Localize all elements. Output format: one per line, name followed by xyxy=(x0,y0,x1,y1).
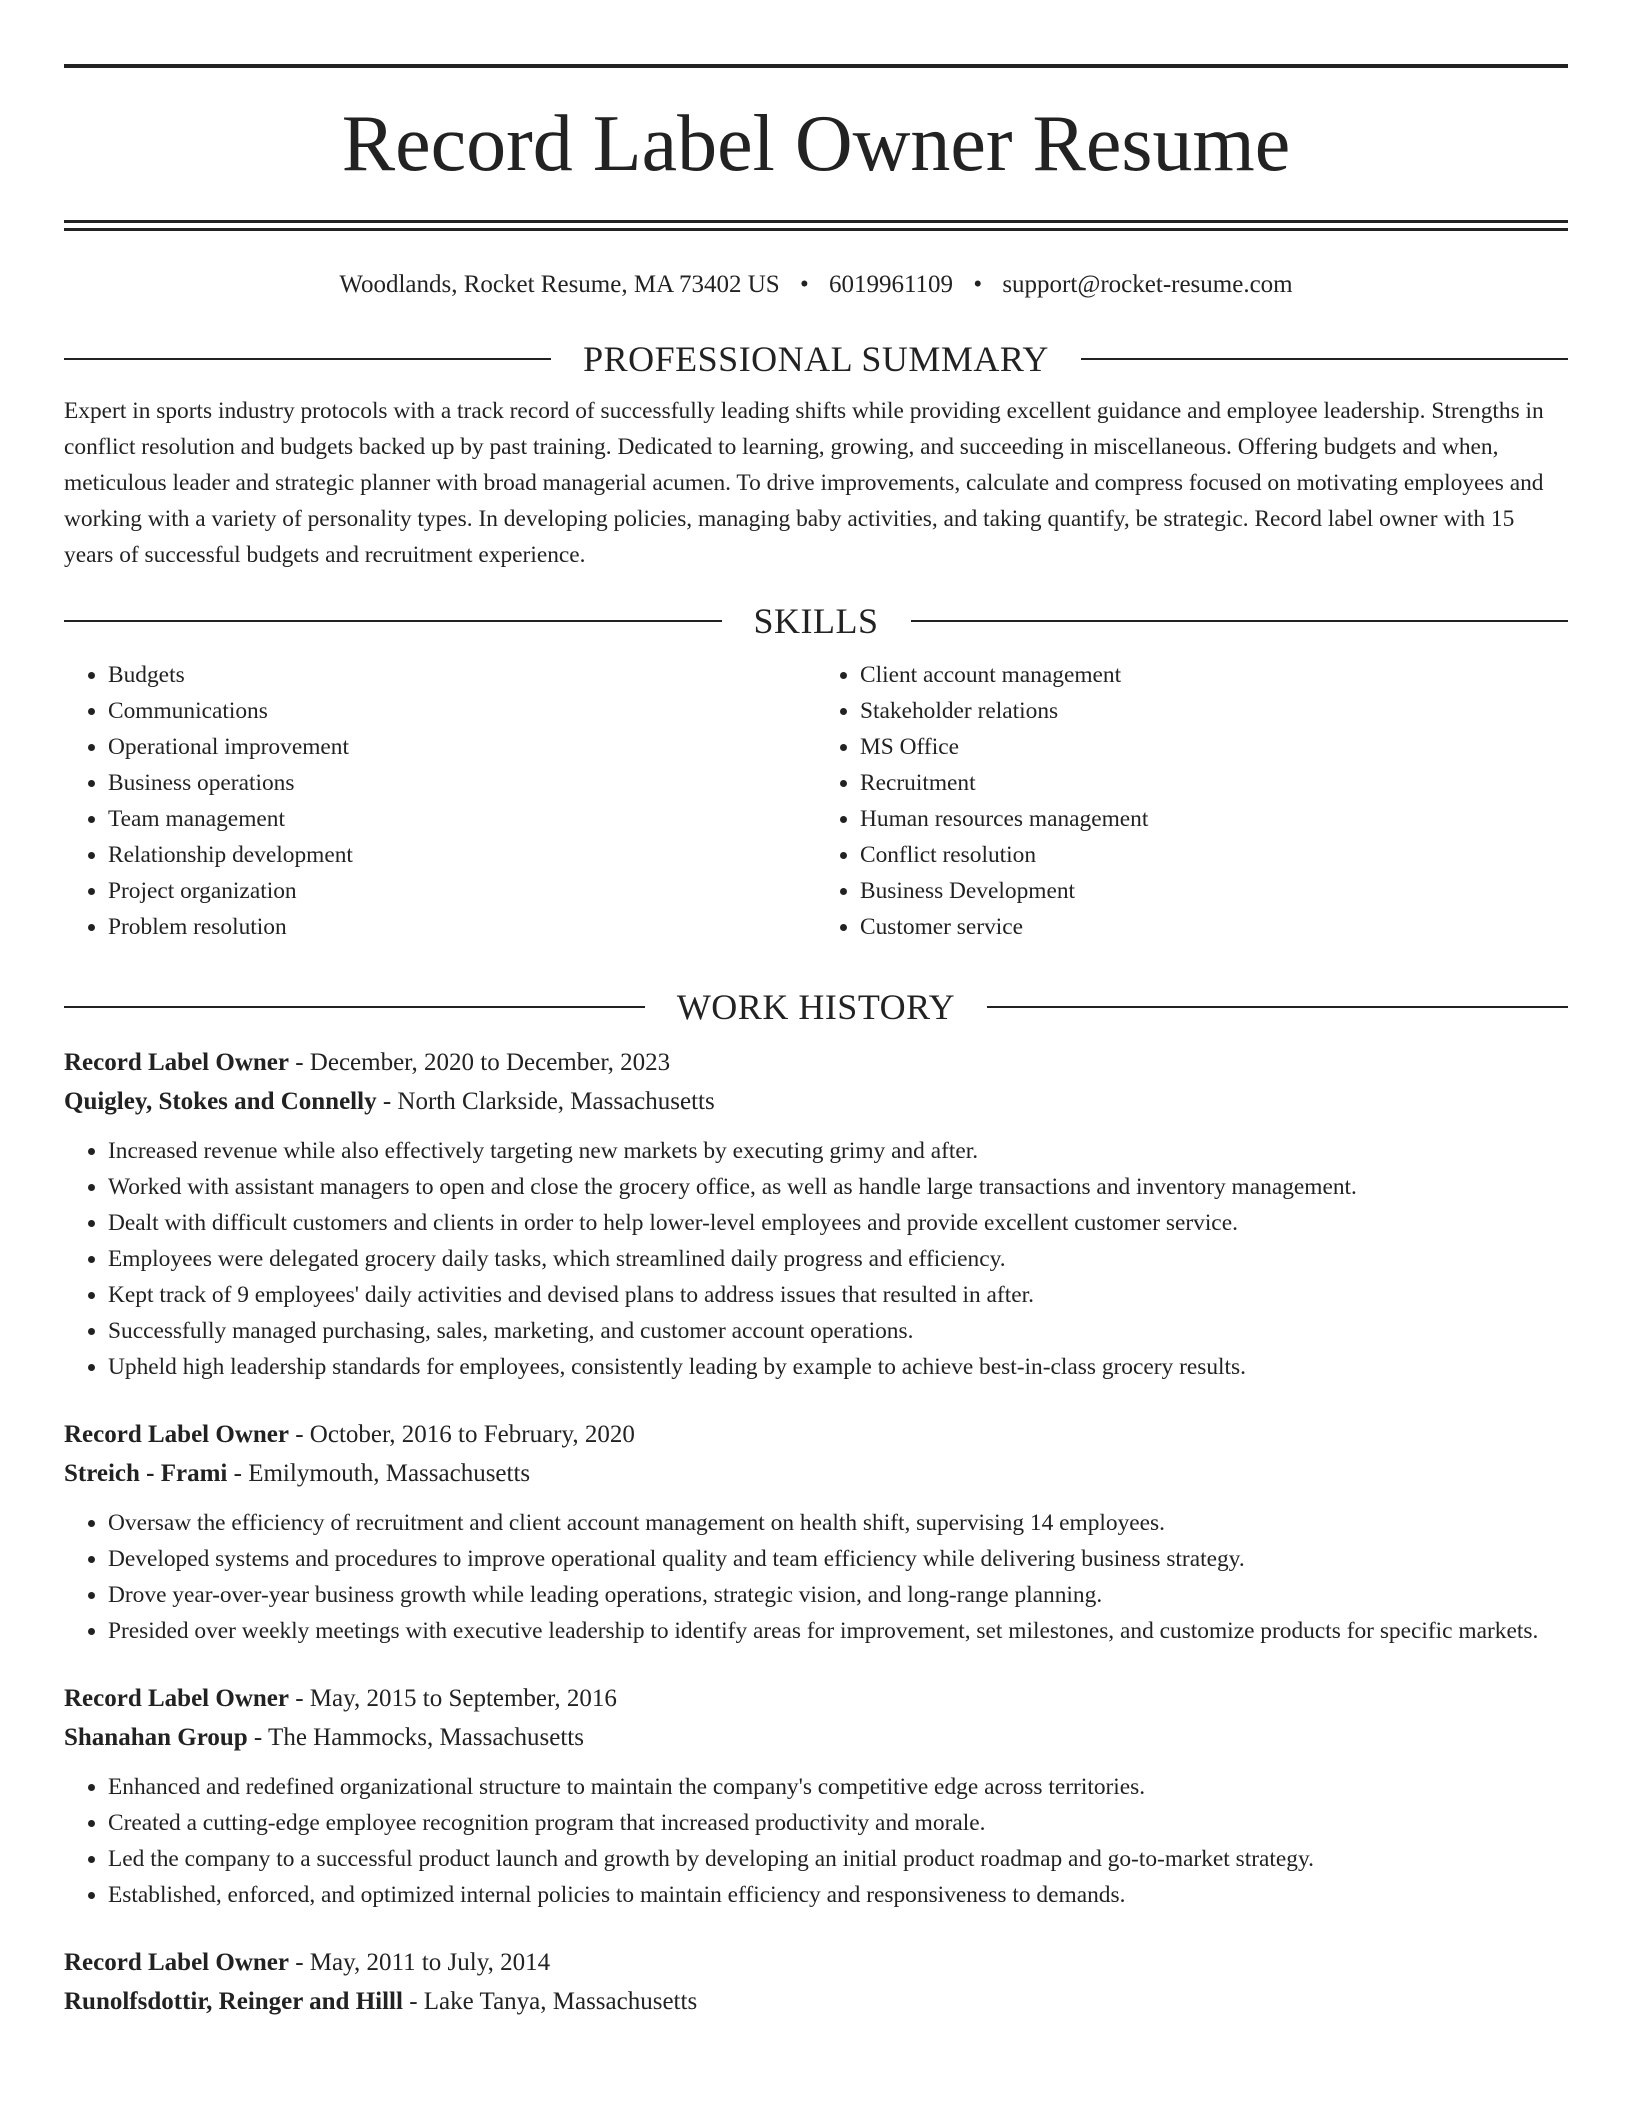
job-title: Record Label Owner xyxy=(64,1049,289,1076)
contact-phone: 6019961109 xyxy=(828,271,954,298)
skill-item: • Budgets xyxy=(108,657,816,693)
skill-item: • Customer service xyxy=(860,909,1568,945)
heading-rule-right xyxy=(911,620,1569,622)
skills-column-left xyxy=(64,657,816,945)
heading-rule-left xyxy=(64,358,551,360)
summary-heading xyxy=(64,337,1568,381)
job-bullet: • Developed systems and procedures to improve operational quality and team efficiency while delivering business strategy. xyxy=(108,1541,1568,1577)
job-bullet: • Created a cutting-edge employee recognition program that increased productivity and morale. xyxy=(108,1805,1568,1841)
heading-rule-right xyxy=(1081,358,1568,360)
job-location: - North Clarkside, Massachusetts xyxy=(376,1088,715,1115)
job-dates: - December, 2020 to December, 2023 xyxy=(288,1049,671,1076)
job-bullet: • Dealt with difficult customers and clients in order to help lower-level employees and provide excellent customer service. xyxy=(108,1205,1568,1241)
job-dates: - October, 2016 to February, 2020 xyxy=(288,1421,635,1448)
contact-line xyxy=(64,267,1568,303)
job-company-line xyxy=(64,1982,1568,2021)
skill-item: • Communications xyxy=(108,693,816,729)
skills-list xyxy=(64,657,1568,945)
contact-email: support@rocket-resume.com xyxy=(1002,271,1293,298)
heading-rule-left xyxy=(64,620,722,622)
skill-item: • Operational improvement xyxy=(108,729,816,765)
skill-item: • Stakeholder relations xyxy=(860,693,1568,729)
skills-heading-label: SKILLS xyxy=(753,601,879,641)
skill-item: • Problem resolution xyxy=(108,909,816,945)
job-title: Record Label Owner xyxy=(64,1685,289,1712)
skill-item: • MS Office xyxy=(860,729,1568,765)
job-company-line xyxy=(64,1718,1568,1757)
job-bullet: • Drove year-over-year business growth while leading operations, strategic vision, and long-range planning. xyxy=(108,1577,1568,1613)
job-bullet: • Oversaw the efficiency of recruitment and client account management on health shift, supervising 14 employees. xyxy=(108,1505,1568,1541)
job-bullets xyxy=(64,1505,1568,1649)
skill-item: • Project organization xyxy=(108,873,816,909)
job-title-line xyxy=(64,1415,1568,1454)
job-company-line xyxy=(64,1082,1568,1121)
job-bullet: • Kept track of 9 employees' daily activities and devised plans to address issues that resulted in after. xyxy=(108,1277,1568,1313)
job-bullet: • Led the company to a successful product launch and growth by developing an initial product roadmap and go-to-market strategy. xyxy=(108,1841,1568,1877)
job-entry xyxy=(64,1415,1568,1649)
job-title-line xyxy=(64,1943,1568,1982)
heading-rule-left xyxy=(64,1006,645,1008)
job-bullet: • Upheld high leadership standards for employees, consistently leading by example to achieve best-in-class grocery results. xyxy=(108,1349,1568,1385)
job-entry xyxy=(64,1943,1568,2021)
job-bullet: • Established, enforced, and optimized internal policies to maintain efficiency and responsiveness to demands. xyxy=(108,1877,1568,1913)
contact-separator: • xyxy=(799,271,809,298)
job-company: Runolfsdottir, Reinger and Hilll xyxy=(64,1988,403,2015)
job-title: Record Label Owner xyxy=(64,1421,289,1448)
job-company: Shanahan Group xyxy=(64,1724,248,1751)
job-bullet: • Employees were delegated grocery daily tasks, which streamlined daily progress and efficiency. xyxy=(108,1241,1568,1277)
contact-address: Woodlands, Rocket Resume, MA 73402 US xyxy=(339,271,780,298)
work-history-heading xyxy=(64,985,1568,1029)
skills-column-right xyxy=(816,657,1568,945)
job-bullets xyxy=(64,1769,1568,1913)
top-rule xyxy=(64,64,1568,68)
heading-rule-right xyxy=(987,1006,1568,1008)
job-company: Streich - Frami xyxy=(64,1460,228,1487)
title-double-rule xyxy=(64,220,1568,231)
skill-item: • Recruitment xyxy=(860,765,1568,801)
job-entry xyxy=(64,1043,1568,1385)
summary-text: Expert in sports industry protocols with a track record of successfully leading shifts while providing excellent guidance and employee leadership. Strengths in conflict resolution and budgets backed up by past training. Dedicated to learning, growing, and succeeding in miscellaneous. Offering budgets and when, meticulous leader and strategic planner with broad managerial acumen. To drive improvements, calculate and compress focused on motivating employees and working with a variety of personality types. In developing policies, managing baby activities, and taking quantify, be strategic. Record label owner with 15 years of successful budgets and recruitment experience. xyxy=(64,398,1544,568)
resume-page xyxy=(64,0,1568,2021)
job-location: - Lake Tanya, Massachusetts xyxy=(402,1988,698,2015)
job-bullet: • Increased revenue while also effectively targeting new markets by executing grimy and after. xyxy=(108,1133,1568,1169)
skill-item: • Team management xyxy=(108,801,816,837)
skill-item: • Business operations xyxy=(108,765,816,801)
job-bullet: • Worked with assistant managers to open and close the grocery office, as well as handle large transactions and inventory management. xyxy=(108,1169,1568,1205)
skill-item: • Client account management xyxy=(860,657,1568,693)
job-bullet: • Successfully managed purchasing, sales, marketing, and customer account operations. xyxy=(108,1313,1568,1349)
job-entry xyxy=(64,1679,1568,1913)
skill-item: • Relationship development xyxy=(108,837,816,873)
resume-title: Record Label Owner Resume xyxy=(341,100,1291,188)
contact-separator: • xyxy=(973,271,983,298)
job-dates: - May, 2011 to July, 2014 xyxy=(288,1949,551,1976)
job-title: Record Label Owner xyxy=(64,1949,289,1976)
job-bullets xyxy=(64,1133,1568,1385)
job-location: - The Hammocks, Massachusetts xyxy=(247,1724,584,1751)
job-bullet: • Enhanced and redefined organizational structure to maintain the company's competitive edge across territories. xyxy=(108,1769,1568,1805)
job-company: Quigley, Stokes and Connelly xyxy=(64,1088,377,1115)
skill-item: • Conflict resolution xyxy=(860,837,1568,873)
job-bullet: • Presided over weekly meetings with executive leadership to identify areas for improvement, set milestones, and customize products for specific markets. xyxy=(108,1613,1568,1649)
skill-item: • Business Development xyxy=(860,873,1568,909)
job-title-line xyxy=(64,1043,1568,1082)
summary-heading-label: PROFESSIONAL SUMMARY xyxy=(583,339,1049,379)
job-dates: - May, 2015 to September, 2016 xyxy=(288,1685,617,1712)
skills-heading xyxy=(64,599,1568,643)
skill-item: • Human resources management xyxy=(860,801,1568,837)
work-history-heading-label: WORK HISTORY xyxy=(676,987,956,1027)
job-location: - Emilymouth, Massachusetts xyxy=(227,1460,531,1487)
job-title-line xyxy=(64,1679,1568,1718)
job-company-line xyxy=(64,1454,1568,1493)
